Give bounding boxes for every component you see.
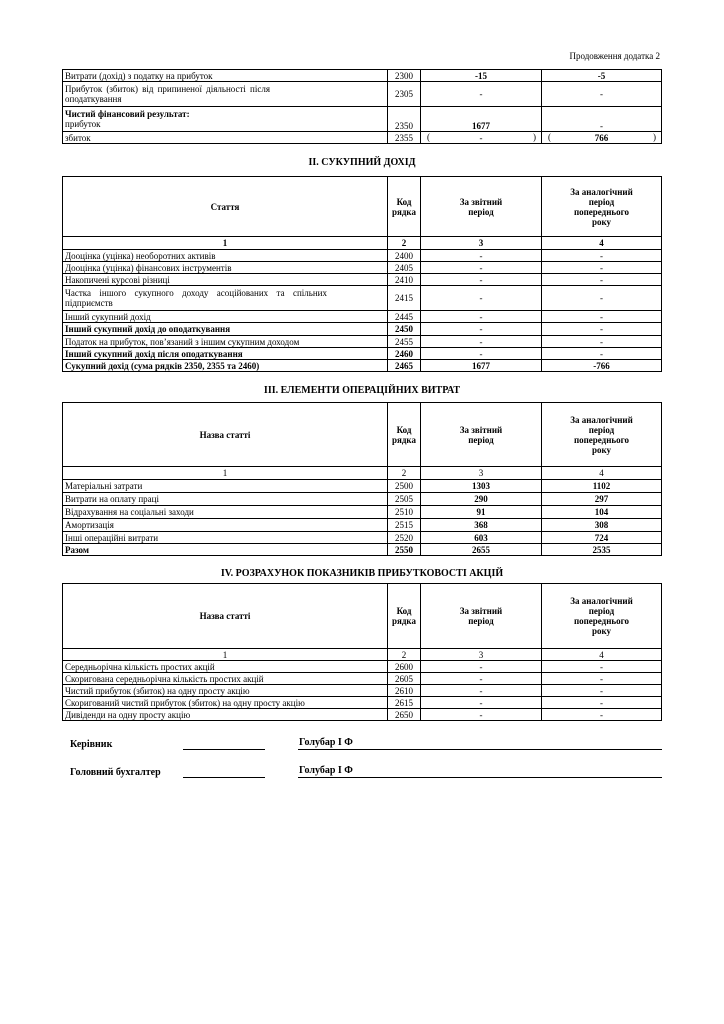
- table-row: [63, 480, 662, 493]
- row-label: Скоригований чистий прибуток (збиток) на одну просту акцію: [63, 697, 388, 709]
- column-number: 1: [63, 649, 388, 661]
- column-header: За звітний період: [421, 177, 542, 237]
- row-code: 2510: [388, 506, 421, 519]
- row-previous: -: [542, 709, 662, 721]
- table-row: [63, 709, 662, 721]
- table-row: [63, 250, 662, 262]
- close-bracket: ): [653, 132, 656, 142]
- row-previous: 297: [542, 493, 662, 506]
- column-header: Стаття: [63, 177, 388, 237]
- row-code: 2450: [388, 323, 421, 336]
- row-current: -15: [421, 70, 542, 82]
- row-previous: -: [542, 274, 662, 286]
- section-title: IV. РОЗРАХУНОК ПОКАЗНИКІВ ПРИБУТКОВОСТІ АКЦІЙ: [220, 568, 504, 579]
- row-current: 1677: [421, 360, 542, 372]
- row-current: -: [421, 661, 542, 673]
- row-current: 603: [421, 532, 542, 544]
- row-current: -: [421, 336, 542, 348]
- column-number-row: [63, 237, 662, 250]
- continuation-note: Продовження додатка 2: [569, 51, 660, 61]
- signature-role: Головний бухгалтер: [70, 767, 161, 778]
- column-number: 4: [542, 467, 662, 480]
- row-code: 2305: [388, 82, 421, 107]
- column-header: За звітний період: [421, 403, 542, 467]
- table-row: [63, 360, 662, 372]
- signature-name: Голубар І Ф: [299, 765, 353, 776]
- table-row: [63, 532, 662, 544]
- table-row: [63, 274, 662, 286]
- signature-line: [183, 777, 265, 778]
- row-code: 2410: [388, 274, 421, 286]
- row-code: 2605: [388, 673, 421, 685]
- column-header: За аналогічний період попереднього року: [542, 403, 662, 467]
- section-title: III. ЕЛЕМЕНТИ ОПЕРАЦІЙНИХ ВИТРАТ: [263, 385, 461, 396]
- share-profitability-table: [62, 583, 662, 721]
- table-row: [63, 107, 662, 132]
- row-current: -: [421, 697, 542, 709]
- row-label-text: прибуток: [65, 119, 101, 129]
- row-code: 2650: [388, 709, 421, 721]
- operating-expenses-table: [62, 402, 662, 556]
- row-label: Дооцінка (уцінка) необоротних активів: [63, 250, 388, 262]
- row-current: -: [421, 286, 542, 311]
- row-current: -: [421, 673, 542, 685]
- row-label-text: Прибуток (збиток) від припиненої діяльності після оподаткування: [65, 84, 270, 104]
- row-code: 2405: [388, 262, 421, 274]
- table-row: [63, 506, 662, 519]
- table-header-row: [63, 584, 662, 649]
- column-number: 3: [421, 649, 542, 661]
- column-number: 3: [421, 237, 542, 250]
- row-label: Інший сукупний дохід: [63, 311, 388, 323]
- row-previous: 104: [542, 506, 662, 519]
- row-previous: -: [542, 82, 662, 107]
- table-row: [63, 544, 662, 556]
- column-header: Назва статті: [63, 403, 388, 467]
- close-bracket: ): [533, 132, 536, 142]
- row-label: Витрати (дохід) з податку на прибуток: [63, 70, 388, 82]
- table-row: [63, 519, 662, 532]
- row-previous: -: [542, 661, 662, 673]
- row-previous: -: [542, 348, 662, 360]
- table-row: [63, 262, 662, 274]
- row-previous: -: [542, 107, 662, 132]
- row-code: 2445: [388, 311, 421, 323]
- column-header: За звітний період: [421, 584, 542, 649]
- row-label: Середньорічна кількість простих акцій: [63, 661, 388, 673]
- table-row: [63, 493, 662, 506]
- row-label: Разом: [63, 544, 388, 556]
- row-code: 2455: [388, 336, 421, 348]
- row-code: 2460: [388, 348, 421, 360]
- row-current: [421, 132, 542, 144]
- row-label: [63, 107, 388, 132]
- column-header: Назва статті: [63, 584, 388, 649]
- row-label: Інші операційні витрати: [63, 532, 388, 544]
- row-code: 2415: [388, 286, 421, 311]
- column-number: 3: [421, 467, 542, 480]
- row-previous: -: [542, 336, 662, 348]
- row-label: Скоригована середньорічна кількість простих акцій: [63, 673, 388, 685]
- row-code: 2355: [388, 132, 421, 144]
- table-row: [63, 673, 662, 685]
- row-label: [63, 82, 388, 107]
- row-current: -: [421, 348, 542, 360]
- column-number: 2: [388, 237, 421, 250]
- row-current: 368: [421, 519, 542, 532]
- row-label: Інший сукупний дохід після оподаткування: [63, 348, 388, 360]
- row-previous: -: [542, 250, 662, 262]
- row-code: 2400: [388, 250, 421, 262]
- row-current: -: [421, 274, 542, 286]
- row-previous-value: 766: [594, 132, 609, 143]
- row-current: -: [421, 82, 542, 107]
- table-header-row: [63, 403, 662, 467]
- row-code: 2300: [388, 70, 421, 82]
- row-label: збиток: [63, 132, 388, 144]
- row-label: Дивіденди на одну просту акцію: [63, 709, 388, 721]
- row-current: 290: [421, 493, 542, 506]
- row-code: 2350: [388, 107, 421, 132]
- column-number: 2: [388, 467, 421, 480]
- column-number-row: [63, 649, 662, 661]
- row-current: -: [421, 323, 542, 336]
- column-header: За аналогічний період попереднього року: [542, 584, 662, 649]
- financial-results-table: [62, 69, 662, 144]
- row-code: 2465: [388, 360, 421, 372]
- row-previous: [542, 132, 662, 144]
- table-row: [63, 132, 662, 144]
- row-previous: -766: [542, 360, 662, 372]
- row-code: 2500: [388, 480, 421, 493]
- row-previous: -5: [542, 70, 662, 82]
- row-previous: -: [542, 673, 662, 685]
- column-header: Код рядка: [388, 584, 421, 649]
- row-label: Матеріальні затрати: [63, 480, 388, 493]
- name-line: [298, 749, 662, 750]
- table-row: [63, 685, 662, 697]
- row-current: -: [421, 250, 542, 262]
- row-current-value: -: [479, 132, 483, 143]
- open-bracket: (: [427, 132, 430, 142]
- row-label: Інший сукупний дохід до оподаткування: [63, 323, 388, 336]
- signature-line: [183, 749, 265, 750]
- row-label: Амортизація: [63, 519, 388, 532]
- row-current: 91: [421, 506, 542, 519]
- open-bracket: (: [548, 132, 551, 142]
- row-code: 2615: [388, 697, 421, 709]
- table-header-row: [63, 177, 662, 237]
- table-row: [63, 323, 662, 336]
- signature-name: Голубар І Ф: [299, 737, 353, 748]
- column-number: 4: [542, 649, 662, 661]
- comprehensive-income-table: [62, 176, 662, 372]
- row-current: -: [421, 685, 542, 697]
- row-label: Податок на прибуток, пов’язаний з іншим сукупним доходом: [63, 336, 388, 348]
- column-header: За аналогічний період попереднього року: [542, 177, 662, 237]
- column-header: Код рядка: [388, 403, 421, 467]
- row-previous: -: [542, 685, 662, 697]
- row-code: 2610: [388, 685, 421, 697]
- row-previous: -: [542, 262, 662, 274]
- row-previous: -: [542, 697, 662, 709]
- row-label-text: Частка іншого сукупного доходу асоційованих та спільних підприємств: [65, 288, 327, 308]
- column-number: 4: [542, 237, 662, 250]
- column-number: 1: [63, 467, 388, 480]
- column-number: 2: [388, 649, 421, 661]
- row-current: 2655: [421, 544, 542, 556]
- column-number: 1: [63, 237, 388, 250]
- row-label-heading: Чистий фінансовий результат:: [65, 109, 190, 119]
- column-number-row: [63, 467, 662, 480]
- row-code: 2505: [388, 493, 421, 506]
- row-current: -: [421, 709, 542, 721]
- table-row: [63, 286, 662, 311]
- row-current: -: [421, 262, 542, 274]
- row-label: Сукупний дохід (сума рядків 2350, 2355 та 2460): [63, 360, 388, 372]
- row-code: 2520: [388, 532, 421, 544]
- row-current: -: [421, 311, 542, 323]
- row-label: Витрати на оплату праці: [63, 493, 388, 506]
- table-row: [63, 661, 662, 673]
- row-label: Дооцінка (уцінка) фінансових інструментів: [63, 262, 388, 274]
- table-row: [63, 82, 662, 107]
- table-row: [63, 70, 662, 82]
- row-code: 2550: [388, 544, 421, 556]
- section-title: II. СУКУПНИЙ ДОХІД: [308, 157, 416, 168]
- table-row: [63, 697, 662, 709]
- row-label: [63, 286, 388, 311]
- row-current: 1303: [421, 480, 542, 493]
- row-label: Відрахування на соціальні заходи: [63, 506, 388, 519]
- row-previous: -: [542, 311, 662, 323]
- row-previous: 724: [542, 532, 662, 544]
- table-row: [63, 348, 662, 360]
- row-previous: 2535: [542, 544, 662, 556]
- row-label: Накопичені курсові різниці: [63, 274, 388, 286]
- row-label: Чистий прибуток (збиток) на одну просту акцію: [63, 685, 388, 697]
- row-previous: -: [542, 286, 662, 311]
- signature-role: Керівник: [70, 739, 113, 750]
- row-code: 2600: [388, 661, 421, 673]
- row-previous: 1102: [542, 480, 662, 493]
- row-previous: 308: [542, 519, 662, 532]
- row-previous: -: [542, 323, 662, 336]
- row-current: 1677: [421, 107, 542, 132]
- row-code: 2515: [388, 519, 421, 532]
- name-line: [298, 777, 662, 778]
- table-row: [63, 311, 662, 323]
- column-header: Код рядка: [388, 177, 421, 237]
- table-row: [63, 336, 662, 348]
